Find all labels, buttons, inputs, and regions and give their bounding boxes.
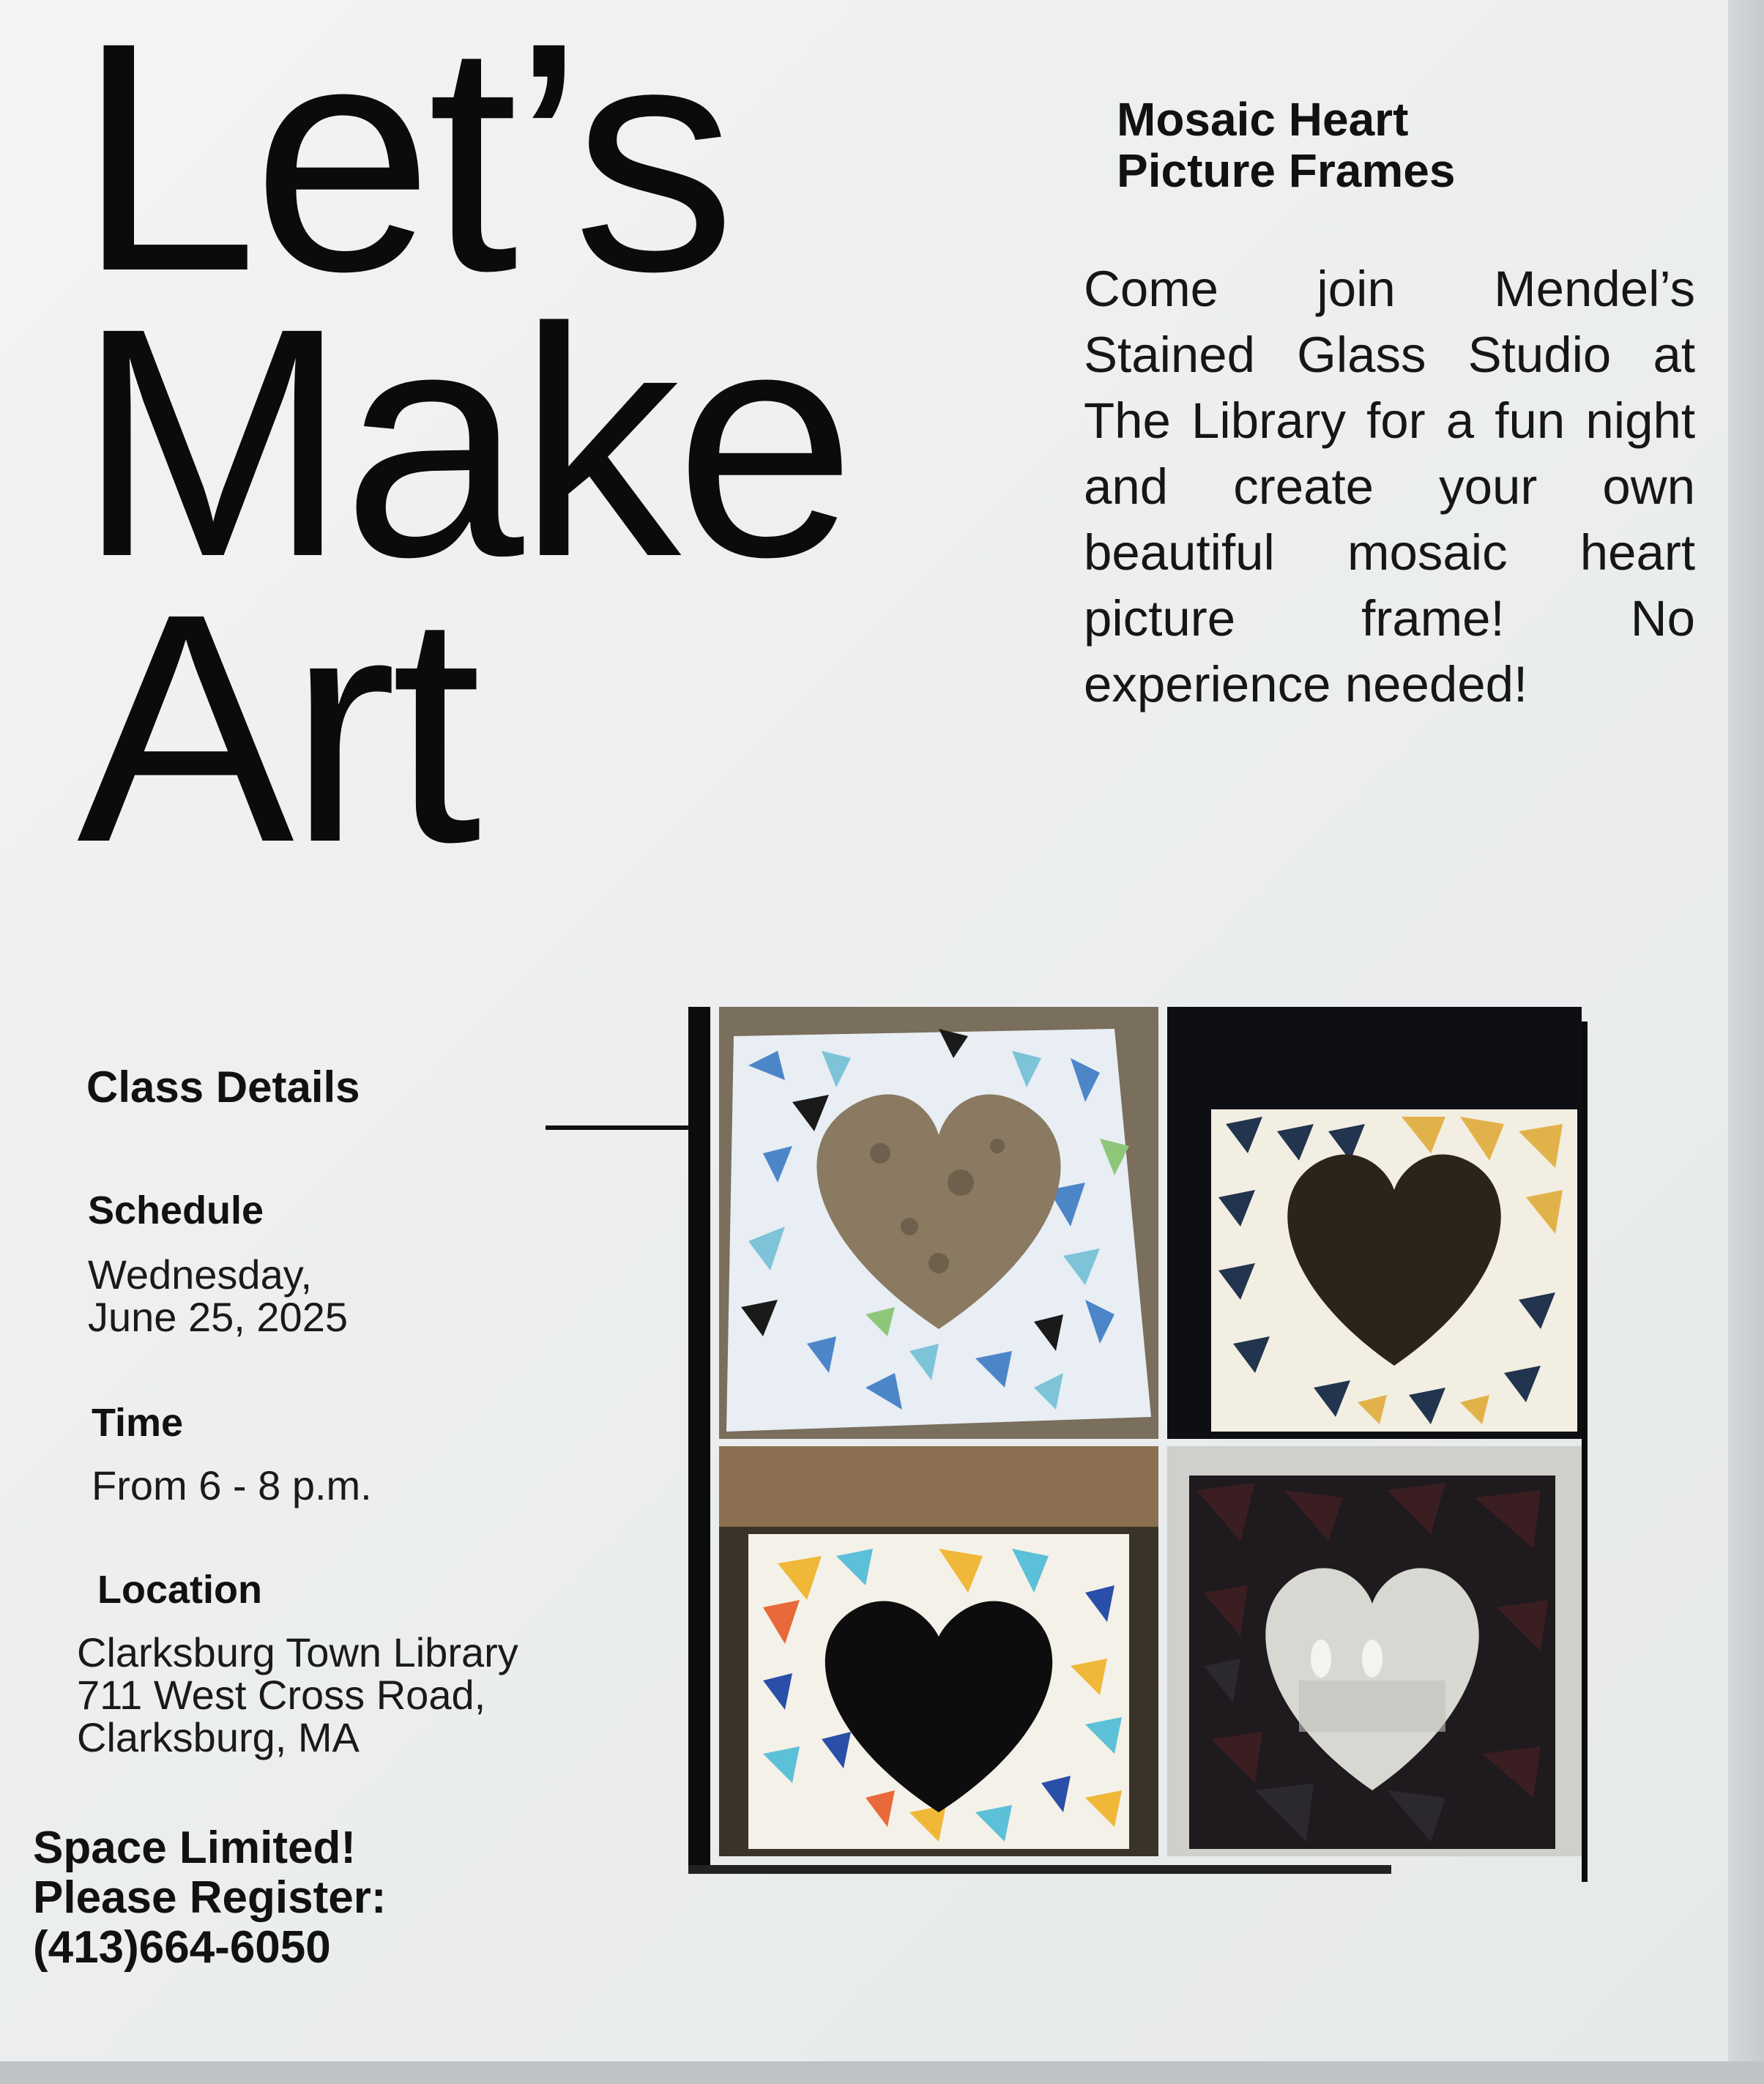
time-label: Time — [92, 1401, 184, 1445]
mosaic-heart-photo-2 — [1167, 1007, 1582, 1439]
registration-info — [33, 1823, 386, 1973]
connector-line — [546, 1125, 699, 1130]
location-name: Clarksburg Town Library — [77, 1629, 518, 1675]
title-line-1: Let’s — [77, 0, 730, 339]
headline-line-1: Mosaic Heart — [1117, 93, 1409, 146]
please-register-text: Please Register: — [33, 1872, 387, 1923]
screen-bottom-band — [0, 2061, 1764, 2084]
headline-line-2: Picture Frames — [1117, 144, 1456, 197]
time-value: From 6 - 8 p.m. — [92, 1462, 372, 1508]
class-headline — [1117, 94, 1629, 196]
location-street: 711 West Cross Road, — [77, 1672, 486, 1718]
collage-bottom-bar — [688, 1865, 1391, 1874]
mosaic-heart-photo-3 — [719, 1446, 1158, 1856]
location-city: Clarksburg, MA — [77, 1714, 360, 1760]
photo-tile-1 — [719, 1007, 1158, 1439]
class-details-heading: Class Details — [86, 1063, 360, 1112]
schedule-label: Schedule — [88, 1188, 264, 1232]
title-line-3: Art — [77, 546, 476, 910]
collage-right-bar — [1582, 1021, 1588, 1882]
title-line-2: Make — [77, 261, 851, 625]
class-description: Come join Mendel’s Stained Glass Studio at The Library for a fun night and create your own beautiful mosaic heart picture frame! No experience needed! — [1084, 261, 1695, 712]
photo-tile-4 — [1167, 1446, 1582, 1856]
photo-collage — [688, 1007, 1622, 1882]
location-label: Location — [97, 1568, 262, 1612]
screen-edge — [1728, 0, 1764, 2084]
mosaic-heart-photo-1 — [719, 1007, 1158, 1439]
mosaic-heart-photo-4 — [1167, 1446, 1582, 1856]
schedule-day: Wednesday, — [88, 1251, 313, 1298]
space-limited-text: Space Limited! — [33, 1823, 356, 1873]
photo-tile-3 — [719, 1446, 1158, 1856]
photo-tile-2 — [1167, 1007, 1582, 1439]
schedule-date: June 25, 2025 — [88, 1294, 348, 1340]
main-title — [77, 0, 851, 910]
collage-left-bar — [688, 1007, 710, 1871]
collage-grid — [719, 1007, 1582, 1856]
phone-number: (413)664-6050 — [33, 1922, 331, 1973]
